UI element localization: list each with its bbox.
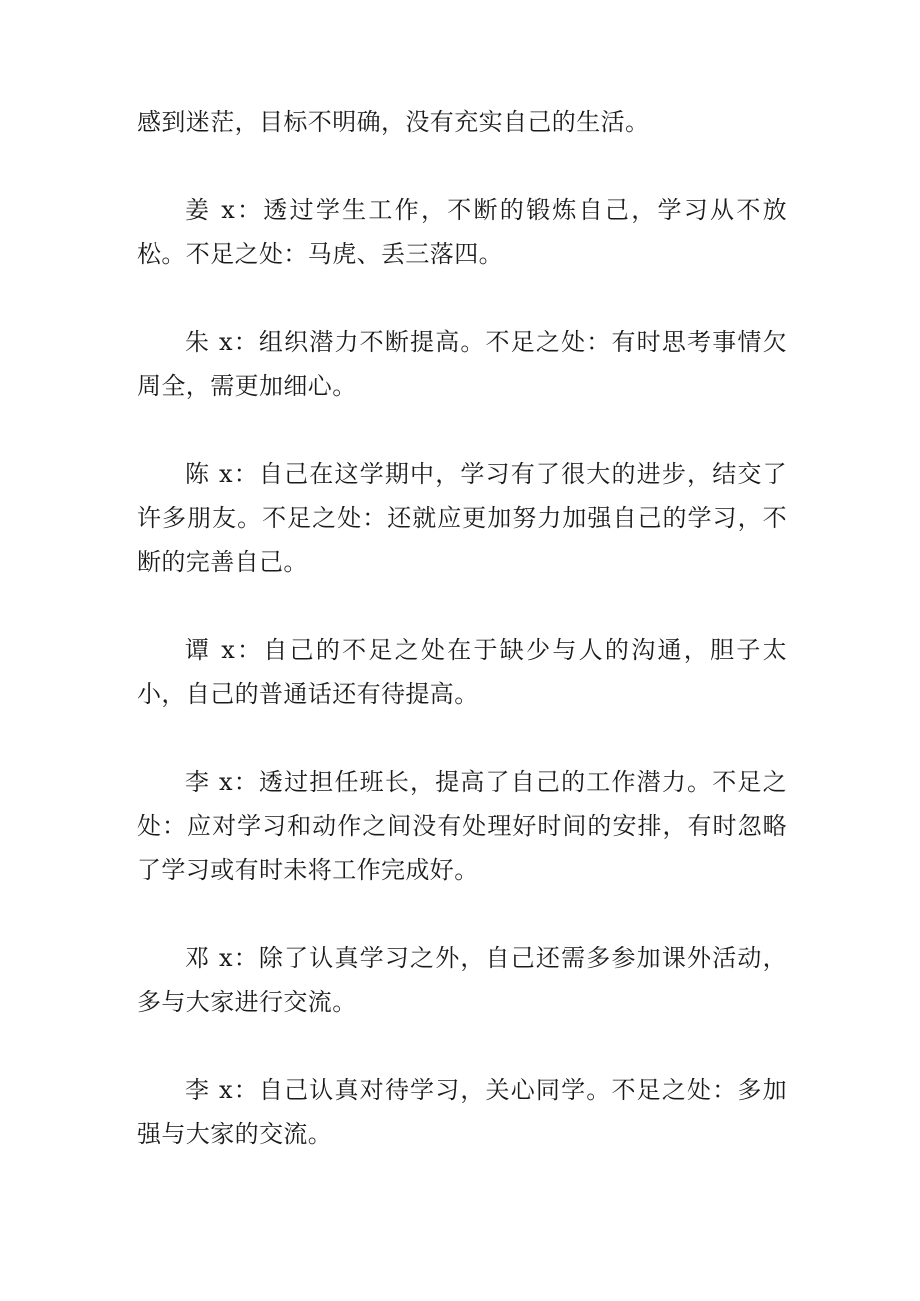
paragraph-li-1: 李 x：透过担任班长，提高了自己的工作潜力。不足之处：应对学习和动作之间没有处理好时间的安排，有时忽略了学习或有时未将工作完成好。 <box>137 768 787 884</box>
document-body <box>137 100 787 1200</box>
paragraph-jiang: 姜 x：透过学生工作，不断的锻炼自己，学习从不放松。不足之处：马虎、丢三落四。 <box>137 196 787 268</box>
paragraph-deng: 邓 x：除了认真学习之外，自己还需多参加课外活动，多与大家进行交流。 <box>137 944 787 1016</box>
paragraph-li-2: 李 x：自己认真对待学习，关心同学。不足之处：多加强与大家的交流。 <box>137 1076 787 1148</box>
paragraph-zhu: 朱 x：组织潜力不断提高。不足之处：有时思考事情欠周全，需更加细心。 <box>137 328 787 400</box>
paragraph-tan: 谭 x：自己的不足之处在于缺少与人的沟通，胆子太小，自己的普通话还有待提高。 <box>137 636 787 708</box>
paragraph-chen: 陈 x：自己在这学期中，学习有了很大的进步，结交了许多朋友。不足之处：还就应更加努力加强自己的学习，不断的完善自己。 <box>137 460 787 576</box>
paragraph-continuation: 感到迷茫，目标不明确，没有充实自己的生活。 <box>137 108 650 136</box>
